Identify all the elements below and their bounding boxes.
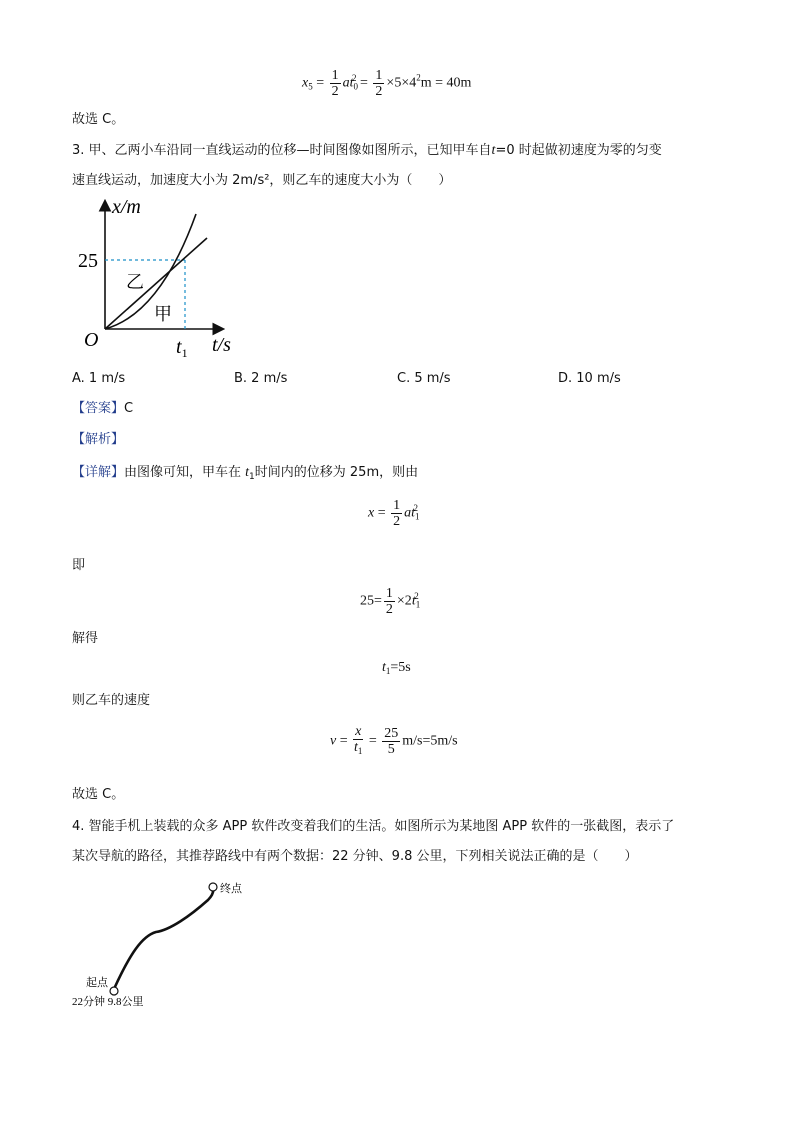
ji-text: 即 xyxy=(72,558,86,573)
analysis-tag: 【解析】 xyxy=(72,432,125,447)
option-a[interactable]: A. 1 m/s xyxy=(72,371,126,386)
q4-line1: 4. 智能手机上装载的众多 APP 软件改变着我们的生活。如图所示为某地图 APP 软件的一张截图，表示了 xyxy=(72,819,675,834)
equation-x-half-at2: x = $\frac{1}{2}$ $at_1^2$ xyxy=(368,498,420,529)
q4-line2: 某次导航的路径，其推荐路线中有两个数据：22 分钟、9.8 公里，下列相关说法正确的是（ ） xyxy=(72,849,638,864)
x-tick-t1: $t_1$ xyxy=(176,336,188,360)
jiede-text: 解得 xyxy=(72,631,99,646)
start-point-marker[interactable] xyxy=(110,987,118,995)
answer-value: C xyxy=(124,401,134,416)
x-axis-label: t/s xyxy=(212,334,231,356)
detail-line: 【详解】由图像可知，甲车在 $t_1$时间内的位移为 25m，则由 xyxy=(72,465,419,482)
label-yi: 乙 xyxy=(126,272,144,292)
fraction-half-2: $\frac{1}{2}$ xyxy=(375,68,383,99)
label-jia: 甲 xyxy=(154,304,172,324)
q3-line2: 速直线运动，加速度大小为 2m/s²，则乙车的速度大小为（ ） xyxy=(72,173,452,188)
formula-x5: $x_5$ = $\frac{1}{2}$ $at_0^2$ = $\frac{1}{2}$ $\times 5\times 4^2m = 40m$ xyxy=(302,68,472,99)
end-point-marker[interactable] xyxy=(209,883,217,891)
equation-25: 25= $\frac{1}{2}$ $\times 2t_1^2$ xyxy=(360,586,421,617)
detail-tag: 【详解】 xyxy=(72,465,125,480)
q3-line1: 3. 甲、乙两小车沿同一直线运动的位移—时间图像如图所示，已知甲车自t=0 时起做初速度为零的匀变 xyxy=(72,143,662,158)
option-d[interactable]: D. 10 m/s xyxy=(558,371,621,386)
choice-c-1: 故选 C。 xyxy=(72,112,125,127)
route-path xyxy=(114,888,213,989)
start-label: 起点 xyxy=(86,977,108,989)
option-c[interactable]: C. 5 m/s xyxy=(397,371,451,386)
curve-jia xyxy=(105,214,196,329)
route-info: 22分钟 9.8公里 xyxy=(72,996,144,1008)
velocity-text: 则乙车的速度 xyxy=(72,693,151,708)
equation-t1: $t_1=5s$ xyxy=(382,660,411,676)
equation-velocity: v = $\frac{x}{t_1}$ = $\frac{25}{5}$ m/s=5m/s xyxy=(330,724,458,757)
xt-graph xyxy=(72,196,252,360)
answer-tag: 【答案】 xyxy=(72,401,125,416)
y-axis-label: x/m xyxy=(112,196,141,218)
end-label: 终点 xyxy=(220,883,242,895)
fraction-half: $\frac{1}{2}$ xyxy=(331,68,339,99)
route-map xyxy=(70,874,260,1014)
option-b[interactable]: B. 2 m/s xyxy=(234,371,288,386)
choice-c-2: 故选 C。 xyxy=(72,787,125,802)
y-tick-25: 25 xyxy=(78,250,98,272)
answer-line xyxy=(72,400,133,418)
origin-label: O xyxy=(84,329,99,351)
